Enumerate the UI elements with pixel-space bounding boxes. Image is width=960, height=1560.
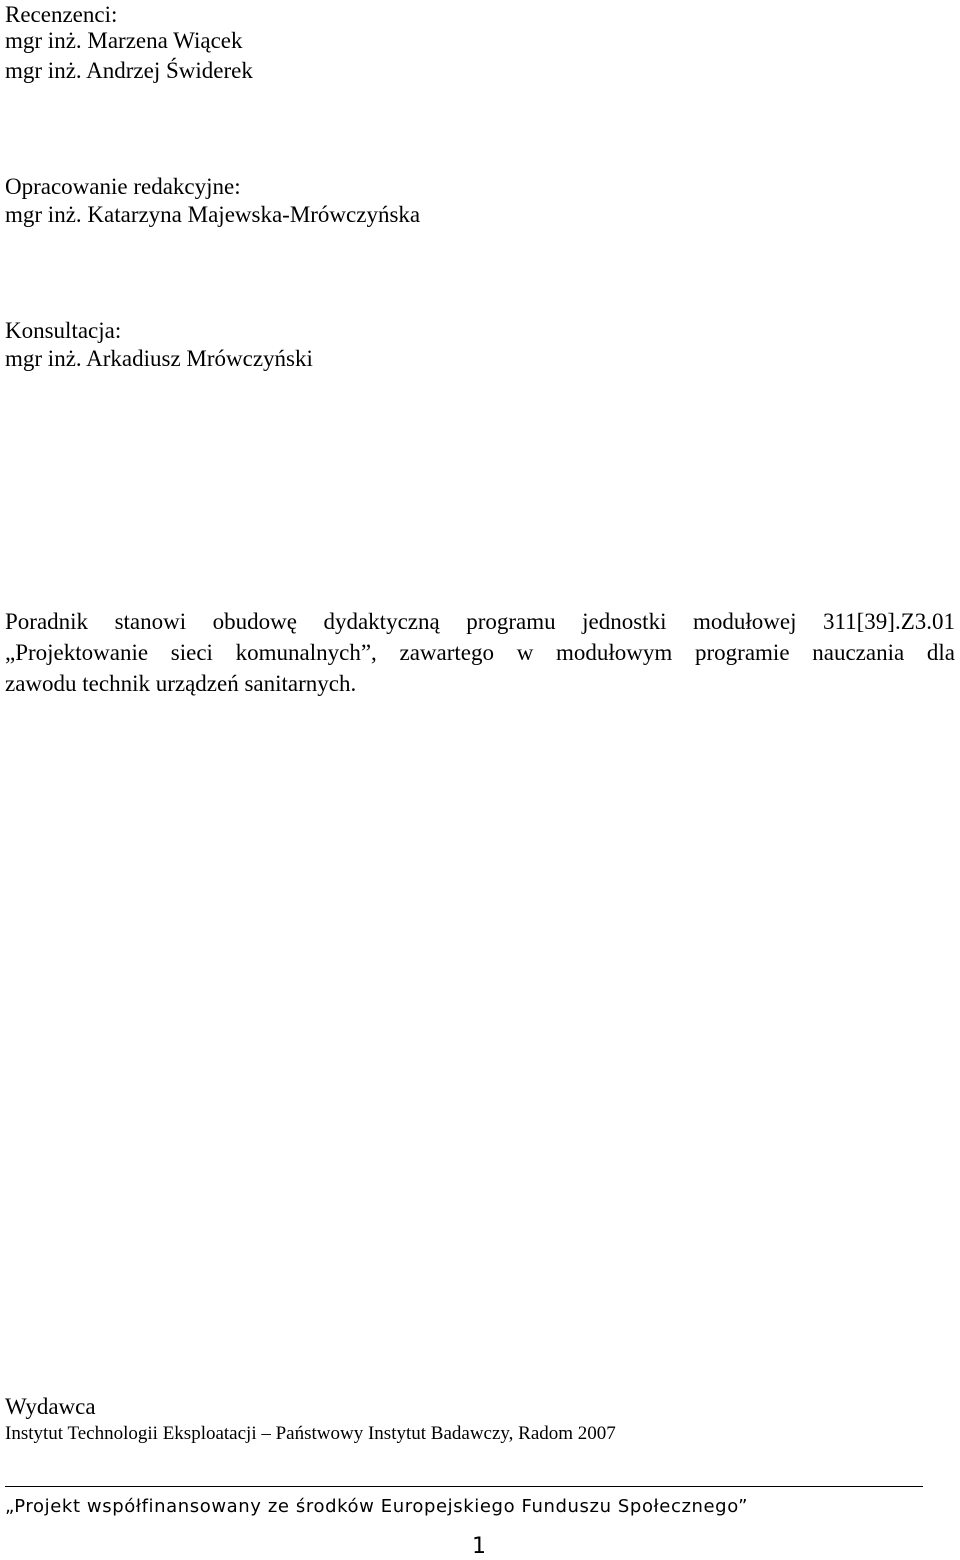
page-number: 1	[472, 1534, 486, 1559]
reviewers-heading: Recenzenci:	[5, 2, 118, 27]
editorial-heading: Opracowanie redakcyjne:	[5, 174, 241, 199]
consultant-name: mgr inż. Arkadiusz Mrówczyński	[5, 346, 313, 371]
publisher-heading: Wydawca	[5, 1394, 96, 1419]
description-line: zawodu technik urządzeń sanitarnych.	[5, 671, 357, 696]
consultation-heading: Konsultacja:	[5, 318, 122, 343]
footer-divider	[5, 1486, 923, 1487]
description-line: Poradnik stanowi obudowę dydaktyczną programu jednostki modułowej 311[39].Z3.01	[5, 609, 955, 634]
reviewer-name: mgr inż. Andrzej Świderek	[5, 58, 253, 83]
footer-project-note: „Projekt współfinansowany ze środków Europejskiego Funduszu Społecznego”	[5, 1496, 749, 1517]
publisher-name: Instytut Technologii Eksploatacji – Państwowy Instytut Badawczy, Radom 2007	[5, 1423, 616, 1444]
description-paragraph	[5, 606, 955, 699]
description-line: „Projektowanie sieci komunalnych”, zawartego w modułowym programie nauczania dla	[5, 640, 955, 665]
reviewer-name: mgr inż. Marzena Wiącek	[5, 28, 243, 53]
editor-name: mgr inż. Katarzyna Majewska-Mrówczyńska	[5, 202, 421, 227]
